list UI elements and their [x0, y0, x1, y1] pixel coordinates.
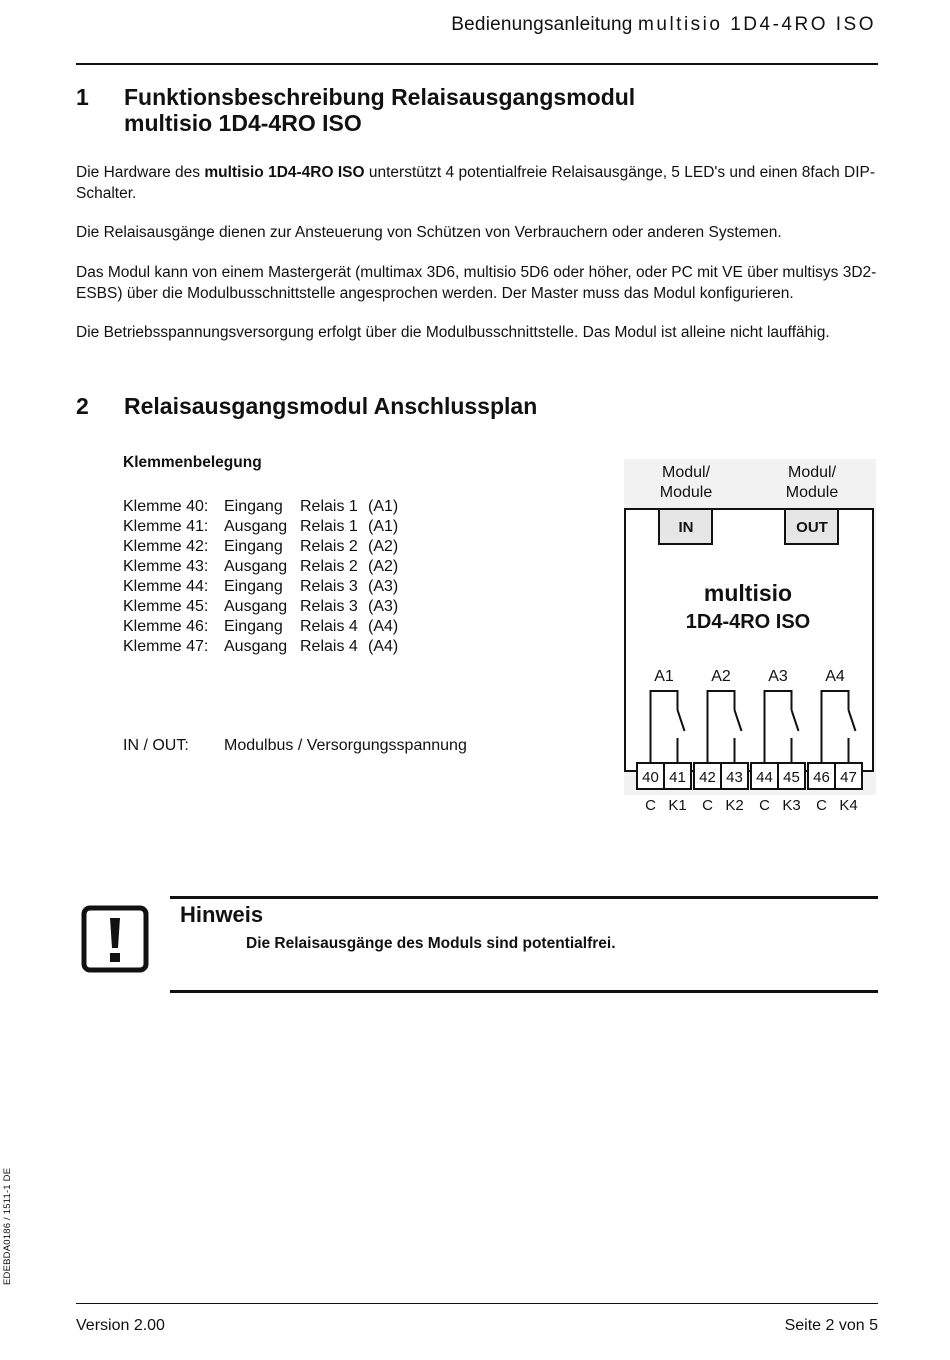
terminal-relay: Relais 4 — [300, 618, 358, 635]
header-title-suffix: 1D4-4RO ISO — [722, 14, 876, 35]
terminal-code-label: K2 — [725, 797, 744, 814]
terminal-row — [123, 517, 398, 537]
terminal-type: Ausgang — [224, 558, 288, 575]
terminal-relay: Relais 3 — [300, 578, 358, 595]
relay-label: A3 — [768, 668, 788, 685]
hint-text: Die Relaisausgänge des Moduls sind potentialfrei. — [246, 935, 616, 952]
terminal-row — [123, 577, 398, 597]
terminal-relay: Relais 2 — [300, 558, 358, 575]
terminal-code-label: K4 — [839, 797, 858, 814]
terminal-row — [123, 597, 398, 617]
terminal-number: 43 — [726, 769, 743, 786]
terminal-code-label: K1 — [668, 797, 687, 814]
terminal-code-label: C — [702, 797, 713, 814]
device-name-line1: multisio — [703, 580, 793, 606]
p1-text-b: unterstützt 4 potentialfreie Relaisausgänge, 5 LED's und einen 8fach DIP-Schalter. — [76, 164, 876, 202]
terminal-label: Klemme 44: — [123, 578, 209, 595]
device-name-line2: 1D4-4RO ISO — [685, 611, 811, 633]
terminal-relay: Relais 4 — [300, 638, 358, 655]
terminal-row — [123, 537, 398, 557]
section1-paragraph-2: Die Relaisausgänge dienen zur Ansteuerung von Schützen von Verbrauchern oder anderen Systemen. — [76, 224, 782, 241]
terminal-number: 45 — [783, 769, 800, 786]
relay-label: A2 — [711, 668, 731, 685]
module-housing — [625, 509, 873, 771]
terminal-relay: Relais 3 — [300, 598, 358, 615]
terminal-assignment-heading: Klemmenbelegung — [123, 454, 262, 471]
header-title-prefix: Bedienungsanleitung — [451, 14, 639, 35]
section1-title — [124, 84, 635, 136]
terminal-label: Klemme 46: — [123, 618, 209, 635]
p1-text-a: Die Hardware des — [76, 164, 205, 181]
footer-rule — [76, 1303, 878, 1304]
terminal-type: Ausgang — [224, 518, 288, 535]
terminal-label: Klemme 41: — [123, 518, 209, 535]
hint-title: Hinweis — [180, 902, 264, 927]
wiring-diagram — [620, 455, 880, 820]
exclamation-icon — [80, 904, 150, 974]
terminal-code-label: K3 — [782, 797, 801, 814]
section2-title: Relaisausgangsmodul Anschlussplan — [124, 393, 538, 419]
hint-top-rule — [170, 896, 878, 899]
section1-paragraph-3: Das Modul kann von einem Mastergerät (multimax 3D6, multisio 5D6 oder höher, oder PC mit VE über multisys 3D2-ESBS) über die Modulbusschnittstelle angesprochen werden. Der Master muss das Modul konfigurieren. — [76, 264, 877, 302]
section1-paragraph-4: Die Betriebsspannungsversorgung erfolgt über die Modulbusschnittstelle. Das Modul ist alleine nicht lauffähig. — [76, 324, 830, 341]
terminal-row — [123, 637, 398, 657]
terminal-code: (A3) — [368, 578, 399, 595]
inout-label: IN / OUT: — [123, 737, 189, 754]
module-label-right-line2: Module — [785, 484, 839, 501]
terminal-row — [123, 617, 398, 637]
terminal-label: Klemme 42: — [123, 538, 209, 555]
terminal-code: (A3) — [368, 598, 399, 615]
relay-label: A4 — [825, 668, 845, 685]
section1-number: 1 — [76, 84, 89, 110]
terminal-code: (A2) — [368, 558, 399, 575]
header-title-product: multisio — [638, 14, 723, 35]
terminal-number: 46 — [813, 769, 830, 786]
footer-page: Seite 2 von 5 — [784, 1317, 878, 1334]
terminal-type: Ausgang — [224, 598, 288, 615]
p1-product-bold: multisio 1D4-4RO ISO — [204, 164, 365, 181]
module-label-right-line1: Modul/ — [787, 464, 837, 481]
footer-version: Version 2.00 — [76, 1317, 165, 1334]
module-label-left-line1: Modul/ — [661, 464, 711, 481]
document-header-title — [451, 14, 876, 36]
terminal-row — [123, 557, 398, 577]
terminal-row — [123, 497, 398, 517]
inout-value: Modulbus / Versorgungsspannung — [224, 737, 467, 754]
terminal-code: (A1) — [368, 518, 399, 535]
out-connector-label: OUT — [796, 519, 828, 536]
terminal-code-label: C — [645, 797, 656, 814]
terminal-number: 44 — [756, 769, 773, 786]
terminal-type: Eingang — [224, 538, 283, 555]
terminal-number: 42 — [699, 769, 716, 786]
terminal-code: (A4) — [368, 638, 399, 655]
terminal-code: (A4) — [368, 618, 399, 635]
terminal-code-label: C — [816, 797, 827, 814]
terminal-type: Ausgang — [224, 638, 288, 655]
terminal-code: (A2) — [368, 538, 399, 555]
terminal-number: 41 — [669, 769, 686, 786]
section1-paragraph-1 — [76, 162, 881, 204]
header-rule — [76, 63, 878, 65]
terminal-label: Klemme 47: — [123, 638, 209, 655]
terminal-number: 40 — [642, 769, 659, 786]
section1-title-line1: Funktionsbeschreibung Relaisausgangsmodul — [124, 84, 636, 110]
terminal-label: Klemme 40: — [123, 498, 209, 515]
terminal-type: Eingang — [224, 498, 283, 515]
document-code: EDEBDA0186 / 1511-1 DE — [2, 1167, 13, 1285]
terminal-relay: Relais 1 — [300, 498, 358, 515]
in-connector-label: IN — [678, 519, 694, 536]
terminal-code: (A1) — [368, 498, 399, 515]
hint-bottom-rule — [170, 990, 878, 993]
section2-number: 2 — [76, 393, 89, 419]
terminal-number: 47 — [840, 769, 857, 786]
terminal-relay: Relais 1 — [300, 518, 358, 535]
terminal-relay: Relais 2 — [300, 538, 358, 555]
terminal-list — [123, 497, 398, 657]
relay-label: A1 — [654, 668, 674, 685]
terminal-type: Eingang — [224, 578, 283, 595]
module-label-left-line2: Module — [659, 484, 713, 501]
terminal-label: Klemme 45: — [123, 598, 209, 615]
section1-title-line2: multisio 1D4-4RO ISO — [124, 110, 362, 136]
terminal-code-label: C — [759, 797, 770, 814]
terminal-label: Klemme 43: — [123, 558, 209, 575]
terminal-type: Eingang — [224, 618, 283, 635]
